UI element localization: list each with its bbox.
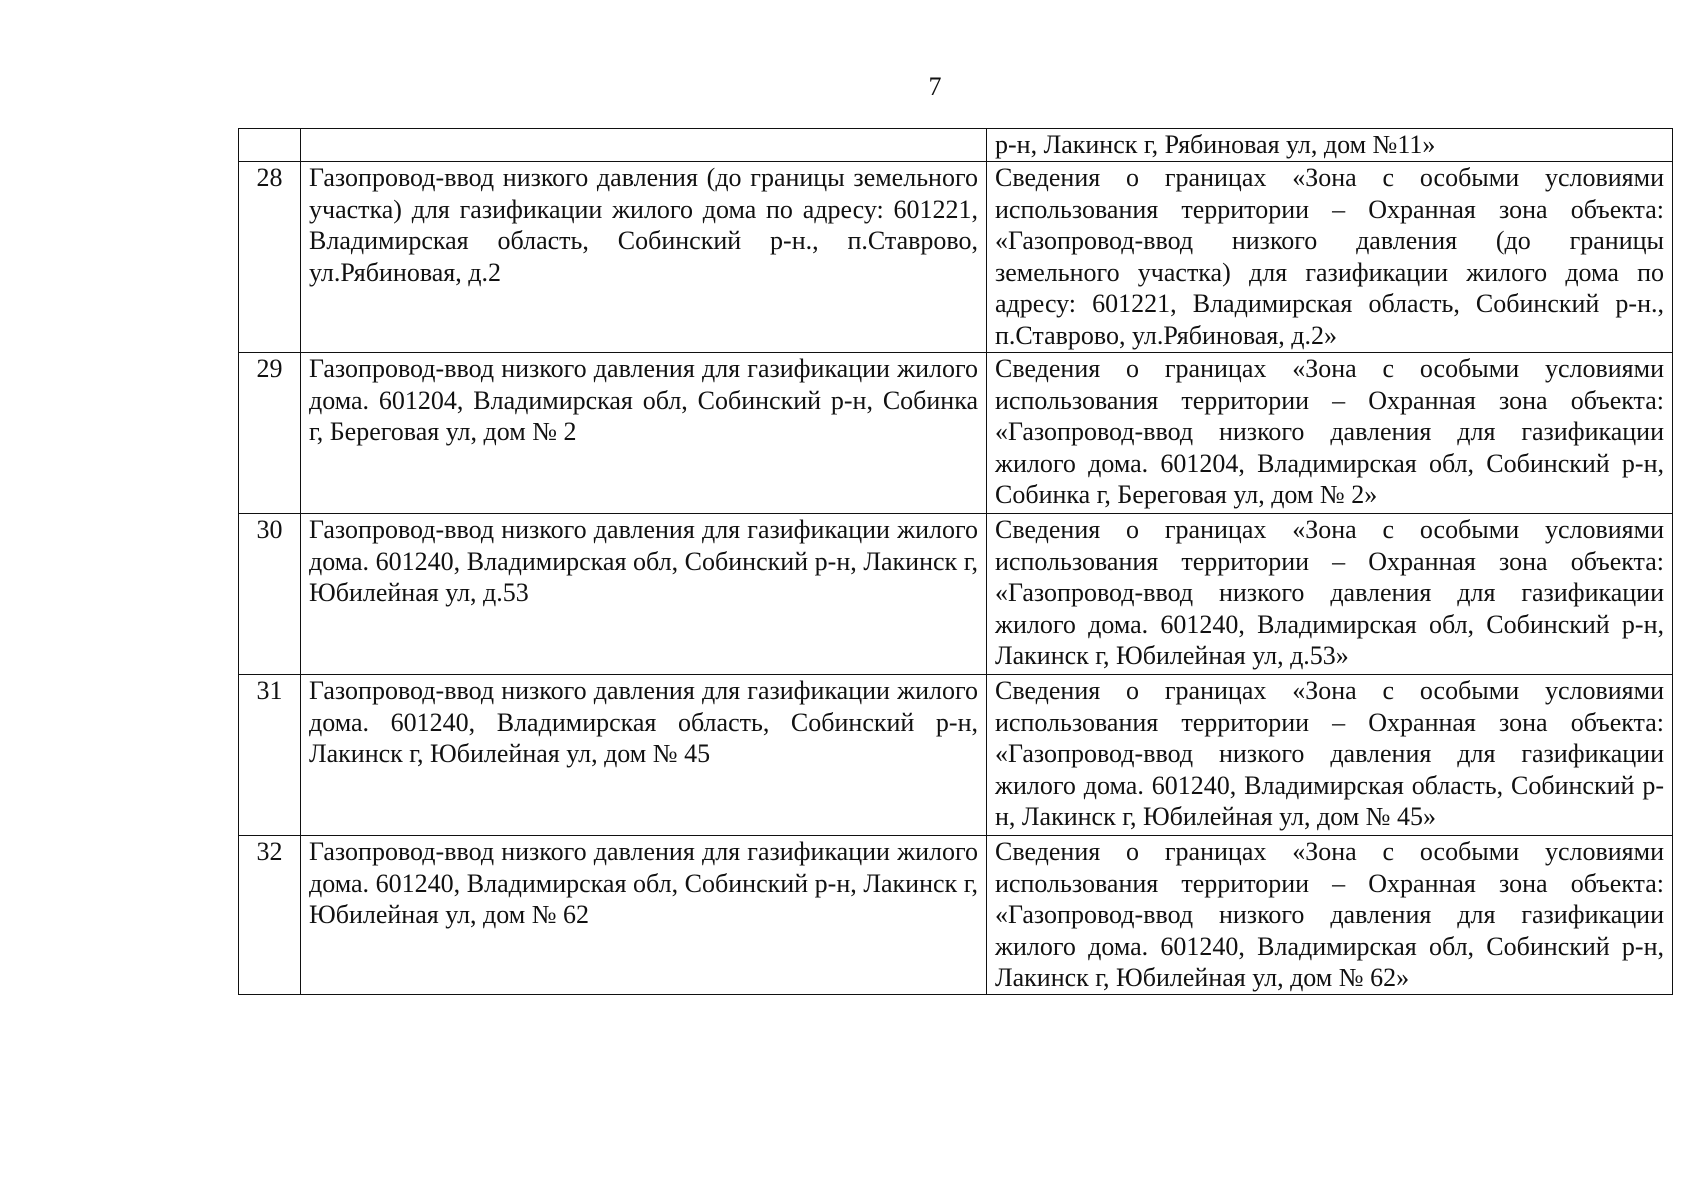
object-name-cell: Газопровод-ввод низкого давления для газификации жилого дома. 601204, Владимирская обл, Собинский р-н, Собинка г, Береговая ул, дом № 2 — [301, 353, 987, 514]
boundary-info-cell: Сведения о границах «Зона с особыми условиями использования территории – Охранная зона объекта: «Газопровод-ввод низкого давления для газификации жилого дома. 601240, Владимирская обл, Собинский р-н, Лакинск г, Юбилейная ул, д.53» — [987, 514, 1673, 675]
boundary-info-cell: р-н, Лакинск г, Рябиновая ул, дом №11» — [987, 129, 1673, 162]
row-number-cell: 28 — [239, 162, 301, 353]
boundary-info-cell: Сведения о границах «Зона с особыми условиями использования территории – Охранная зона объекта: «Газопровод-ввод низкого давления для газификации жилого дома. 601240, Владимирская обл, Собинский р-н, Лакинск г, Юбилейная ул, дом № 62» — [987, 836, 1673, 995]
row-number-cell: 30 — [239, 514, 301, 675]
object-name-cell: Газопровод-ввод низкого давления (до границы земельного участка) для газификации жилого дома по адресу: 601221, Владимирская область, Собинский р-н., п.Ставрово, ул.Рябиновая, д.2 — [301, 162, 987, 353]
boundary-info-cell: Сведения о границах «Зона с особыми условиями использования территории – Охранная зона объекта: «Газопровод-ввод низкого давления (до границы земельного участка) для газификации жилого дома по адресу: 601221, Владимирская область, Собинский р-н., п.Ставрово, ул.Рябиновая, д.2» — [987, 162, 1673, 353]
row-number-cell: 31 — [239, 675, 301, 836]
table-row — [239, 514, 1673, 675]
table-row — [239, 675, 1673, 836]
register-table — [238, 128, 1673, 995]
boundary-info-cell: Сведения о границах «Зона с особыми условиями использования территории – Охранная зона объекта: «Газопровод-ввод низкого давления для газификации жилого дома. 601240, Владимирская область, Собинский р-н, Лакинск г, Юбилейная ул, дом № 45» — [987, 675, 1673, 836]
boundary-info-cell: Сведения о границах «Зона с особыми условиями использования территории – Охранная зона объекта: «Газопровод-ввод низкого давления для газификации жилого дома. 601204, Владимирская обл, Собинский р-н, Собинка г, Береговая ул, дом № 2» — [987, 353, 1673, 514]
table-row — [239, 353, 1673, 514]
object-name-cell: Газопровод-ввод низкого давления для газификации жилого дома. 601240, Владимирская область, Собинский р-н, Лакинск г, Юбилейная ул, дом № 45 — [301, 675, 987, 836]
object-name-cell — [301, 129, 987, 162]
table-row — [239, 162, 1673, 353]
row-number-cell: 29 — [239, 353, 301, 514]
object-name-cell: Газопровод-ввод низкого давления для газификации жилого дома. 601240, Владимирская обл, Собинский р-н, Лакинск г, Юбилейная ул, д.53 — [301, 514, 987, 675]
row-number-cell: 32 — [239, 836, 301, 995]
page-number: 7 — [928, 72, 942, 101]
object-name-cell: Газопровод-ввод низкого давления для газификации жилого дома. 601240, Владимирская обл, Собинский р-н, Лакинск г, Юбилейная ул, дом № 62 — [301, 836, 987, 995]
table-row — [239, 836, 1673, 995]
row-number-cell — [239, 129, 301, 162]
table-row-continuation — [239, 129, 1673, 162]
